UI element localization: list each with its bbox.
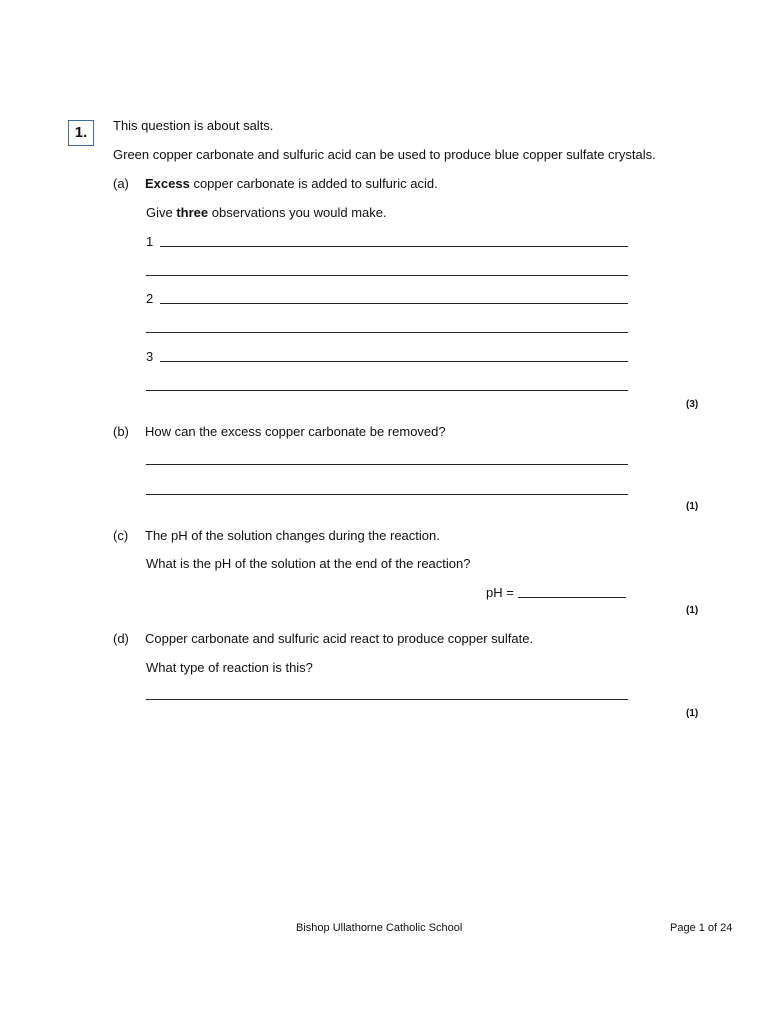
answer-line-a2b[interactable] bbox=[146, 332, 628, 333]
part-a-rest: copper carbonate is added to sulfuric acid. bbox=[189, 176, 438, 191]
part-d-question: What type of reaction is this? bbox=[146, 660, 313, 675]
answer-number-2: 2 bbox=[146, 291, 154, 306]
part-a-give-post: observations you would make. bbox=[208, 205, 387, 220]
part-a-marks: (3) bbox=[686, 399, 699, 410]
answer-line-a2[interactable] bbox=[160, 303, 628, 304]
footer-school: Bishop Ullathorne Catholic School bbox=[296, 922, 463, 934]
part-b-label: (b) bbox=[113, 424, 129, 439]
part-a-label: (a) bbox=[113, 176, 129, 191]
answer-line-b1[interactable] bbox=[146, 464, 628, 465]
part-c-question: What is the pH of the solution at the end of the reaction? bbox=[146, 556, 471, 571]
ph-answer-line[interactable] bbox=[518, 597, 626, 598]
part-d-marks: (1) bbox=[686, 708, 699, 719]
part-a-instruction bbox=[146, 205, 387, 220]
answer-line-a1[interactable] bbox=[160, 246, 628, 247]
part-b-text: How can the excess copper carbonate be removed? bbox=[145, 424, 446, 439]
answer-line-a3[interactable] bbox=[160, 361, 628, 362]
answer-line-a1b[interactable] bbox=[146, 275, 628, 276]
part-b-marks: (1) bbox=[686, 501, 699, 512]
part-d-text: Copper carbonate and sulfuric acid react to produce copper sulfate. bbox=[145, 631, 534, 646]
part-c-text: The pH of the solution changes during the reaction. bbox=[145, 528, 440, 543]
answer-line-a3b[interactable] bbox=[146, 390, 628, 391]
part-a-text bbox=[145, 176, 438, 191]
ph-answer-label: pH = bbox=[486, 585, 514, 600]
part-a-give-bold: three bbox=[176, 205, 209, 220]
answer-line-d1[interactable] bbox=[146, 699, 628, 700]
question-intro: This question is about salts. bbox=[113, 118, 274, 133]
part-c-marks: (1) bbox=[686, 605, 699, 616]
part-d-label: (d) bbox=[113, 631, 129, 646]
part-a-bold: Excess bbox=[145, 176, 190, 191]
question-context: Green copper carbonate and sulfuric acid can be used to produce blue copper sulfate crystals. bbox=[113, 147, 656, 162]
answer-number-3: 3 bbox=[146, 349, 154, 364]
question-number-box: 1. bbox=[68, 120, 94, 146]
answer-number-1: 1 bbox=[146, 234, 154, 249]
part-a-give-pre: Give bbox=[146, 205, 177, 220]
answer-line-b2[interactable] bbox=[146, 494, 628, 495]
footer-page: Page 1 of 24 bbox=[670, 922, 733, 934]
part-c-label: (c) bbox=[113, 528, 129, 543]
